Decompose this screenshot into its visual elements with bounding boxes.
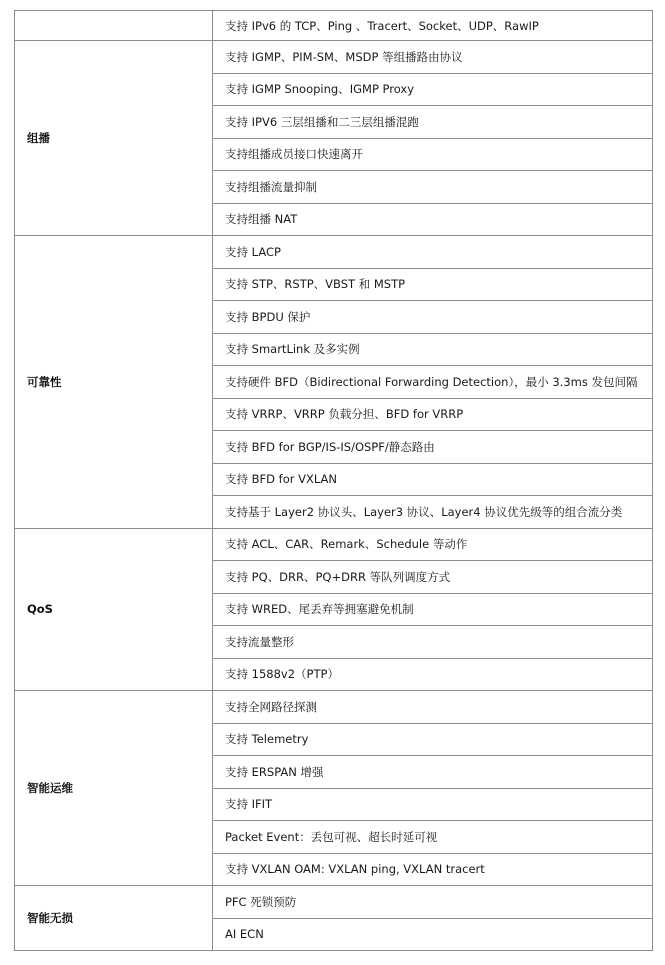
feature-cell: 支持 IPv6 的 TCP、Ping 、Tracert、Socket、UDP、RawIP (213, 11, 653, 41)
feature-cell: Packet Event：丢包可视、超长时延可视 (213, 821, 653, 854)
feature-cell: 支持 BFD for VXLAN (213, 463, 653, 496)
table-row (15, 11, 653, 41)
table-row (15, 691, 653, 724)
feature-cell: 支持 WRED、尾丢弃等拥塞避免机制 (213, 593, 653, 626)
category-cell: 智能无损 (15, 886, 213, 951)
feature-cell: 支持 SmartLink 及多实例 (213, 333, 653, 366)
feature-cell: 支持 Telemetry (213, 723, 653, 756)
table-row (15, 528, 653, 561)
spec-table-body (15, 11, 653, 951)
feature-cell: 支持 ACL、CAR、Remark、Schedule 等动作 (213, 528, 653, 561)
table-row (15, 41, 653, 74)
category-cell: 可靠性 (15, 236, 213, 529)
feature-cell: 支持 IFIT (213, 788, 653, 821)
feature-cell: 支持 IPV6 三层组播和二三层组播混跑 (213, 106, 653, 139)
feature-cell: 支持 ERSPAN 增强 (213, 756, 653, 789)
feature-cell: 支持全网路径探测 (213, 691, 653, 724)
table-row (15, 886, 653, 919)
feature-cell: 支持 IGMP、PIM-SM、MSDP 等组播路由协议 (213, 41, 653, 74)
category-cell (15, 11, 213, 41)
feature-cell: 支持 LACP (213, 236, 653, 269)
category-cell: 组播 (15, 41, 213, 236)
feature-cell: 支持 1588v2（PTP） (213, 658, 653, 691)
feature-cell: PFC 死锁预防 (213, 886, 653, 919)
category-cell: 智能运维 (15, 691, 213, 886)
table-row (15, 236, 653, 269)
feature-cell: 支持硬件 BFD（Bidirectional Forwarding Detection），最小 3.3ms 发包间隔 (213, 366, 653, 399)
feature-cell: 支持 BFD for BGP/IS-IS/OSPF/静态路由 (213, 431, 653, 464)
feature-cell: 支持组播流量抑制 (213, 171, 653, 204)
spec-table (14, 10, 653, 951)
feature-cell: AI ECN (213, 918, 653, 951)
feature-cell: 支持组播 NAT (213, 203, 653, 236)
feature-cell: 支持流量整形 (213, 626, 653, 659)
feature-cell: 支持组播成员接口快速离开 (213, 138, 653, 171)
feature-cell: 支持 VRRP、VRRP 负载分担、BFD for VRRP (213, 398, 653, 431)
feature-cell: 支持 VXLAN OAM: VXLAN ping, VXLAN tracert (213, 853, 653, 886)
feature-cell: 支持基于 Layer2 协议头、Layer3 协议、Layer4 协议优先级等的组合流分类 (213, 496, 653, 529)
category-cell: QoS (15, 528, 213, 691)
feature-cell: 支持 STP、RSTP、VBST 和 MSTP (213, 268, 653, 301)
feature-cell: 支持 BPDU 保护 (213, 301, 653, 334)
feature-cell: 支持 IGMP Snooping、IGMP Proxy (213, 73, 653, 106)
feature-cell: 支持 PQ、DRR、PQ+DRR 等队列调度方式 (213, 561, 653, 594)
